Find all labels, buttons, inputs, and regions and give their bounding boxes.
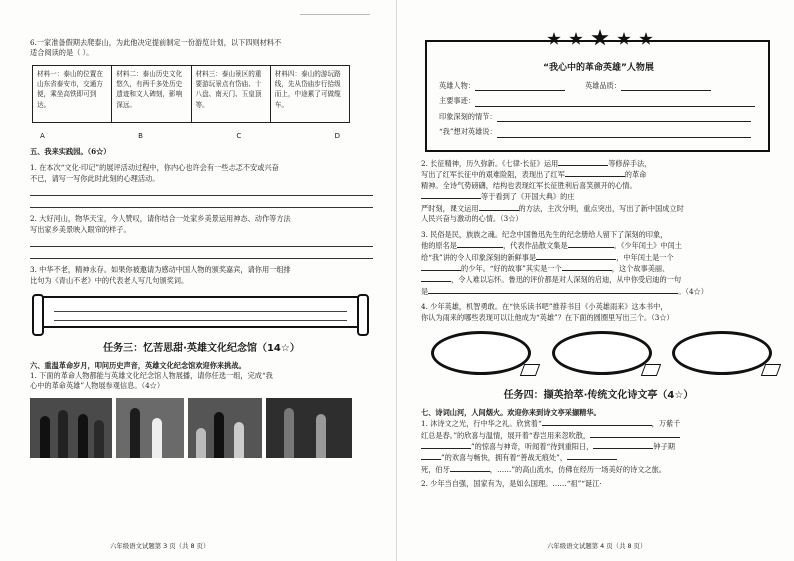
q5-2b: 写出家乡美景映入眼帘的样子。 <box>30 224 131 234</box>
task-3-title: 任务三：忆苦思甜·英雄文化纪念馆（14☆） <box>103 343 300 355</box>
answer-blank[interactable] <box>421 441 471 449</box>
answer-blank[interactable] <box>558 158 608 166</box>
q6-1b: 心中的革命英雄”人物展参观信息。（4☆） <box>30 381 165 391</box>
field-plot-label: 印象深刻的情节： <box>439 111 497 121</box>
q3-text: ，这个故事美丽、 <box>611 263 670 273</box>
answer-blank[interactable] <box>421 263 461 271</box>
q7-text: 1. 沐诗文之光，行中华之礼。欣赏着“ <box>421 419 542 429</box>
answer-blank[interactable] <box>428 286 678 294</box>
page-footer-left: 六年级语文试题第 3 页（共 8 页） <box>110 541 210 550</box>
field-hero-input[interactable] <box>475 83 565 91</box>
answer-line[interactable] <box>30 249 373 259</box>
answer-line[interactable] <box>30 186 373 196</box>
star-icon <box>639 32 653 46</box>
field-say-label: “我”想对英雄说： <box>439 127 497 137</box>
field-hero-label: 英雄人物： <box>439 81 475 91</box>
answer-blank[interactable] <box>421 274 451 282</box>
option-a[interactable]: A <box>40 131 45 140</box>
q7-text: 红总是春。”的欣喜与温情，展开着“春岂用来忽吹散， <box>421 430 591 440</box>
material-4: 材料四：泰山的游玩路线，先从岱庙步行拾级而上，中途累了可做缆车。 <box>274 69 341 109</box>
answer-blank[interactable] <box>542 418 652 426</box>
q2-text: 人民兴奋与激动的心情。（3☆） <box>421 214 523 224</box>
field-quality-label: 英雄品质： <box>584 81 621 91</box>
q6-intro-2: 适合阅读的是（ ）。 <box>30 48 94 58</box>
q3-text: 是 <box>421 286 429 296</box>
q2-text: 的方法，主次分明，重点突出，写出了新中国成立时 <box>518 203 684 213</box>
q2-text: 2. 长征精神，历久弥新。《七律·长征》运用 <box>421 159 559 168</box>
q4-text: 你认为雨来的哪些表现可以让他成为“英雄”？在下面的圆圈里写出三个。（3☆） <box>421 312 674 322</box>
section-6-title: 六、重温革命岁月，叩问历史声音，英雄文化纪念馆欢迎你来挑战。 <box>30 360 246 370</box>
hero-photos <box>30 398 373 458</box>
q2-text: 等修辞手法， <box>608 159 652 168</box>
q7-text: ”的惊喜与神奇，听闻着“待到重阳日， <box>471 441 594 451</box>
answer-blank[interactable] <box>568 240 614 248</box>
q3-text: ，令人难以忘怀。鲁迅的评价都是对人深刻的启迪，从中你受启迪的一句 <box>451 275 682 285</box>
section-5-title: 五、我来实践园。（6☆） <box>30 147 111 157</box>
answer-blank[interactable] <box>536 252 616 260</box>
answer-blank[interactable] <box>450 464 490 472</box>
field-say-input[interactable] <box>497 130 751 138</box>
q5-1: 1. 在本次“文化·印记”的展评活动过程中，你内心也许会有一些忐忑不安或兴奋 <box>30 163 279 173</box>
field-quality-input[interactable] <box>621 83 711 91</box>
task-4-title: 任务四：撷英拾萃·传统文化诗文亭（4☆） <box>503 390 694 402</box>
page-4 <box>397 0 794 561</box>
q3-text: 他的原名是 <box>421 241 457 251</box>
answer-line[interactable] <box>54 312 347 321</box>
q7-text: ，万紫千 <box>651 419 681 429</box>
q5-3: 3. 中华不老，精神永存。如果你被邀请为感动中国人物的颁奖嘉宾，请你用一组排 <box>30 265 291 275</box>
answer-blank[interactable] <box>593 441 653 449</box>
q5-1b: 不已，请写一写你此时此刻的心理活动。 <box>30 173 160 183</box>
q5-3b: 比句为《青山不老》中的代表老人写几句颁奖词。 <box>30 275 189 285</box>
section-7-title: 七、诗词山河，人间烟火。欢迎你来到诗文亭采撷精华。 <box>421 407 601 417</box>
exhibition-title: “我心中的革命英雄”人物展 <box>543 63 654 73</box>
answer-blank[interactable] <box>421 452 441 460</box>
page-footer-right: 六年级语文试题第 4 页（共 8 页） <box>547 541 647 550</box>
q2-text: 的革命 <box>624 170 647 180</box>
q2-text: 严时刻，课文运用 <box>421 203 479 213</box>
answer-blank[interactable] <box>562 263 612 271</box>
q3-text: 。《少年闰土》中闰土 <box>613 241 682 251</box>
answer-oval-3[interactable] <box>672 331 772 375</box>
answer-line[interactable] <box>30 198 373 208</box>
answer-blank[interactable] <box>421 191 481 199</box>
material-2: 材料二：泰山历史文化悠久，有两千多处历史遗迹和文人碑刻，影响深远。 <box>112 66 191 122</box>
option-d[interactable]: D <box>334 131 340 140</box>
star-icon <box>547 32 561 46</box>
q5-2: 2. 大好河山，物华天宝，今人赞叹，请你结合一处家乡美景运用神态、动作等方法 <box>30 214 291 224</box>
field-deeds-label: 主要事迹： <box>439 96 475 106</box>
q3-text: 的少年。“好的故事”其实是一个 <box>461 263 562 273</box>
stars-decoration <box>547 32 653 47</box>
star-icon <box>591 29 609 47</box>
material-3: 材料三：泰山景区的重要游玩景点有岱庙、十八盘、南天门、玉皇顶等。 <box>192 66 271 122</box>
answer-oval-2[interactable] <box>552 331 652 375</box>
answer-line[interactable] <box>54 303 347 312</box>
scroll-answer-box[interactable] <box>36 296 365 328</box>
answer-line[interactable] <box>30 237 373 247</box>
star-icon <box>569 32 583 46</box>
q3-text: 3. 民俗是民，族族之魂。纪念中国鲁迅先生的纪念册给人留下了深刻的印象， <box>421 229 668 239</box>
choice-options <box>40 131 340 141</box>
q3-text: ，中年闰土是一个 <box>616 252 674 262</box>
material-1: 材料一：泰山的位置在山东省泰安市，交通方便，乘坐高铁即可到达。 <box>33 66 112 122</box>
q2-text: 精神。全诗气势磅礴，结构也表现红军长征胜利后喜笑颜开的心情。 <box>421 180 637 190</box>
materials-table <box>32 65 350 123</box>
photo-3 <box>188 398 262 458</box>
field-plot-input[interactable] <box>497 114 751 122</box>
q7-text: 钟子期 <box>653 441 675 451</box>
q3-text: ，代表作品散文集是 <box>502 241 568 251</box>
q4-text: 4. 少年英雄，机智勇敢。在“快乐读书吧”推荐书目《小英雄雨来》这本书中， <box>421 302 668 312</box>
q7-text: ，……”的高山流水，仿佛在经历一场美好的诗文之旅。 <box>489 464 666 474</box>
answer-ovals <box>431 331 772 375</box>
photo-2 <box>116 398 184 458</box>
option-b[interactable]: B <box>138 131 143 140</box>
q3-text: 。（4☆） <box>678 286 708 296</box>
field-deeds-input[interactable] <box>475 99 755 107</box>
answer-blank[interactable] <box>479 203 519 211</box>
star-icon <box>617 32 631 46</box>
answer-blank[interactable] <box>567 452 617 460</box>
q2-text: 等于看到了《开国大典》的庄 <box>481 192 575 202</box>
answer-blank[interactable] <box>457 240 503 248</box>
answer-blank[interactable] <box>565 169 625 177</box>
q2-text: 写出了红军长征中的艰难险阻，表现出了红军 <box>421 170 565 180</box>
photo-4 <box>266 398 352 458</box>
q3-text: 给“我”讲的令人印象深刻的新鲜事是 <box>421 252 537 262</box>
q6-intro: 6.一家准备假期去爬泰山，为此他决定提前制定一份游览计划，以下四则材料不 <box>30 38 282 47</box>
q6-1: 1. 下面的革命人物都能与英雄文化纪念馆人物展播，请你任选一组，完成“我 <box>30 371 273 381</box>
q7-2-text: 2. 少年当自强，国家有为，是如么国理。……“祖”“诞江· <box>421 479 602 489</box>
q7-text: ”的欢喜与畅快，拥有着“善战无痕处”， <box>441 453 568 463</box>
hero-exhibition-card <box>425 40 770 152</box>
answer-blank[interactable] <box>590 430 680 438</box>
q7-text: 死，伯牙 <box>421 464 450 474</box>
photo-1 <box>30 398 112 458</box>
answer-oval-1[interactable] <box>431 331 531 375</box>
option-c[interactable]: C <box>236 131 242 140</box>
